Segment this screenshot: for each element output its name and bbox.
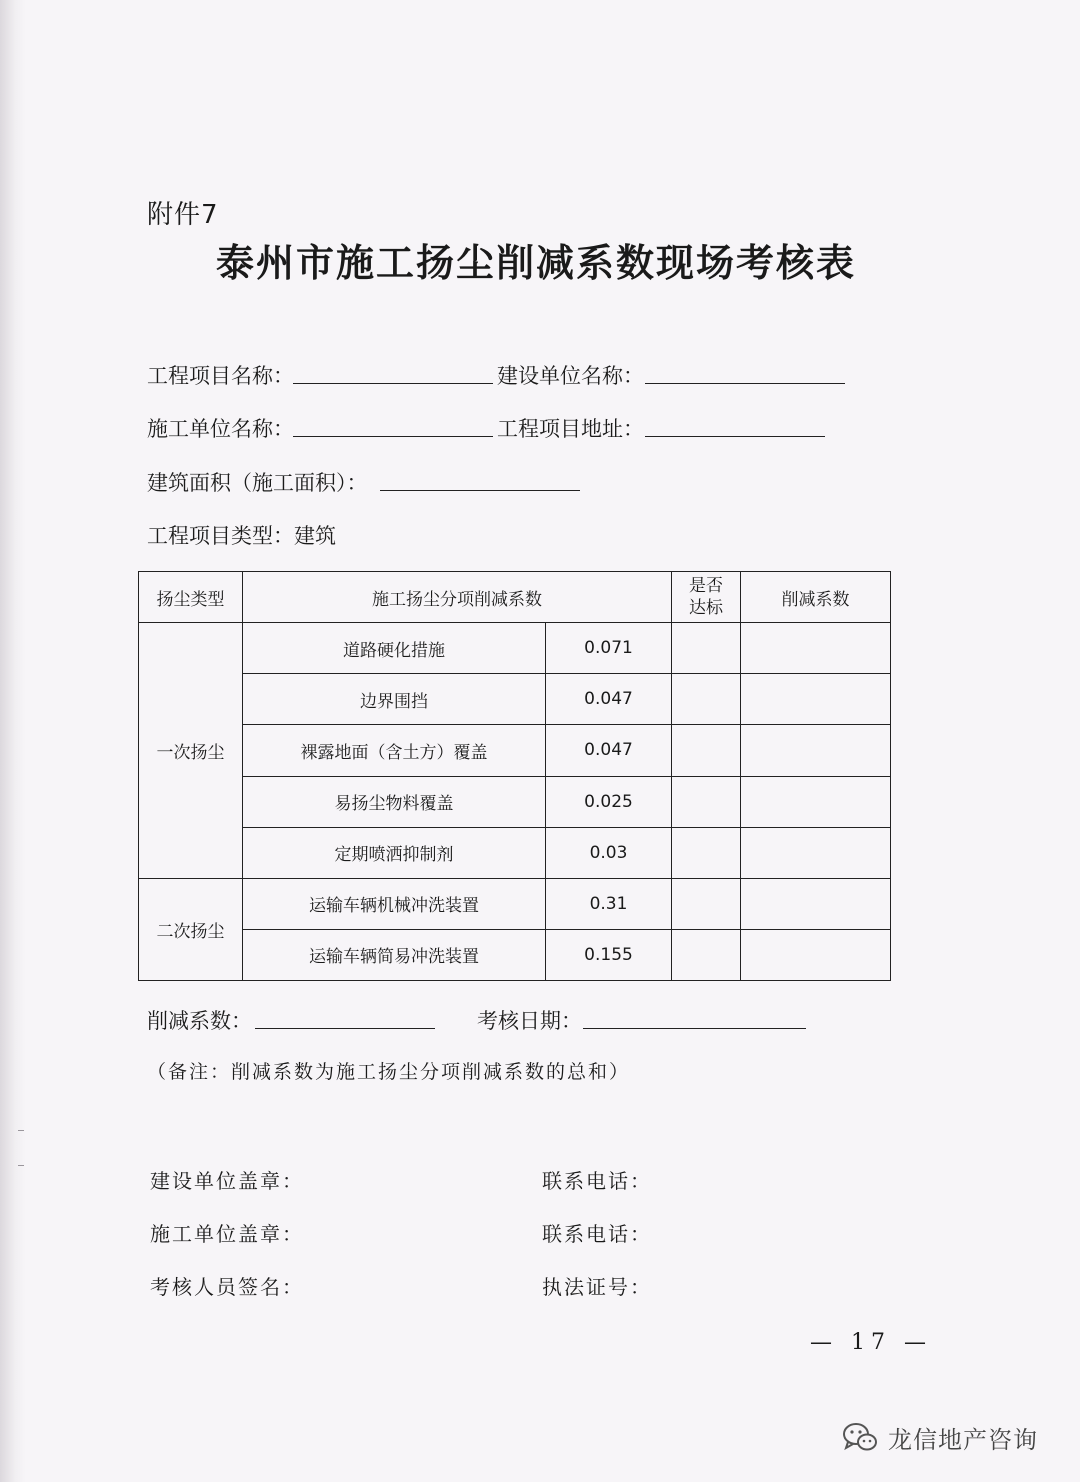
constructor-name-label: 施工单位名称： bbox=[147, 417, 294, 441]
page-number: — 17 — bbox=[810, 1330, 932, 1355]
item-value: 0.047 bbox=[546, 674, 672, 725]
table-row bbox=[139, 725, 891, 776]
constructor-name-blank bbox=[293, 436, 493, 437]
compliant-cell bbox=[672, 878, 741, 929]
wechat-icon bbox=[840, 1417, 880, 1457]
table-row bbox=[139, 623, 891, 674]
item-name: 定期喷洒抑制剂 bbox=[243, 827, 546, 878]
document-title bbox=[0, 232, 1080, 287]
item-value: 0.31 bbox=[546, 878, 672, 929]
item-name: 边界围挡 bbox=[243, 674, 546, 725]
project-name-blank bbox=[293, 383, 493, 384]
license-no-label: 执法证号： bbox=[542, 1275, 652, 1299]
building-area-label: 建筑面积（施工面积）： bbox=[147, 471, 368, 495]
item-value: 0.03 bbox=[546, 827, 672, 878]
item-value: 0.025 bbox=[546, 776, 672, 827]
constructor-phone-label: 联系电话： bbox=[542, 1222, 652, 1246]
item-value: 0.071 bbox=[546, 623, 672, 674]
reduction-cell bbox=[741, 929, 891, 980]
annex-label: 附件7 bbox=[147, 200, 219, 230]
reduction-coef-label: 削减系数： bbox=[147, 1009, 252, 1033]
project-address-label: 工程项目地址： bbox=[497, 417, 644, 441]
watermark bbox=[840, 1415, 1038, 1459]
group-primary-dust: 一次扬尘 bbox=[139, 623, 243, 879]
project-name-label: 工程项目名称： bbox=[147, 364, 294, 388]
remark-note: （备注：削减系数为施工扬尘分项削减系数的总和） bbox=[147, 1061, 631, 1083]
reduction-cell bbox=[741, 776, 891, 827]
item-name: 运输车辆机械冲洗装置 bbox=[243, 878, 546, 929]
header-compliant bbox=[672, 572, 741, 623]
assessment-table bbox=[138, 571, 891, 981]
header-compliant-line1: 是否 bbox=[689, 576, 723, 597]
table-row bbox=[139, 674, 891, 725]
table-row bbox=[139, 776, 891, 827]
item-name: 道路硬化措施 bbox=[243, 623, 546, 674]
table-header-row bbox=[139, 572, 891, 623]
watermark-text: 龙信地产咨询 bbox=[888, 1425, 1038, 1454]
builder-name-label: 建设单位名称： bbox=[497, 364, 644, 388]
document-title-text: 泰州市施工扬尘削减系数现场考核表 bbox=[215, 240, 856, 285]
compliant-cell bbox=[672, 929, 741, 980]
binding-mark bbox=[18, 1130, 24, 1131]
builder-phone-label: 联系电话： bbox=[542, 1169, 652, 1193]
reduction-coef-blank bbox=[255, 1028, 435, 1029]
table-row bbox=[139, 827, 891, 878]
header-dust-type: 扬尘类型 bbox=[139, 572, 243, 623]
item-name: 运输车辆简易冲洗装置 bbox=[243, 929, 546, 980]
constructor-seal-label: 施工单位盖章： bbox=[150, 1222, 304, 1246]
compliant-cell bbox=[672, 623, 741, 674]
item-name: 裸露地面（含土方）覆盖 bbox=[243, 725, 546, 776]
assess-date-blank bbox=[583, 1028, 806, 1029]
building-area-blank bbox=[380, 490, 580, 491]
table-row bbox=[139, 878, 891, 929]
reduction-cell bbox=[741, 827, 891, 878]
group-secondary-dust: 二次扬尘 bbox=[139, 878, 243, 980]
compliant-cell bbox=[672, 776, 741, 827]
reduction-cell bbox=[741, 623, 891, 674]
builder-seal-label: 建设单位盖章： bbox=[150, 1169, 304, 1193]
header-item-coef: 施工扬尘分项削减系数 bbox=[243, 572, 672, 623]
compliant-cell bbox=[672, 725, 741, 776]
binding-mark bbox=[18, 1165, 24, 1166]
builder-name-blank bbox=[645, 383, 845, 384]
page-binding-edge bbox=[0, 0, 26, 1482]
table-row bbox=[139, 929, 891, 980]
project-address-blank bbox=[645, 436, 825, 437]
item-value: 0.047 bbox=[546, 725, 672, 776]
compliant-cell bbox=[672, 827, 741, 878]
reduction-cell bbox=[741, 725, 891, 776]
item-name: 易扬尘物料覆盖 bbox=[243, 776, 546, 827]
header-compliant-line2: 达标 bbox=[689, 598, 723, 619]
project-type-label: 工程项目类型：建筑 bbox=[147, 524, 336, 548]
item-value: 0.155 bbox=[546, 929, 672, 980]
header-reduction: 削减系数 bbox=[741, 572, 891, 623]
reduction-cell bbox=[741, 878, 891, 929]
assess-date-label: 考核日期： bbox=[477, 1009, 582, 1033]
reduction-cell bbox=[741, 674, 891, 725]
compliant-cell bbox=[672, 674, 741, 725]
assessor-sign-label: 考核人员签名： bbox=[150, 1275, 304, 1299]
